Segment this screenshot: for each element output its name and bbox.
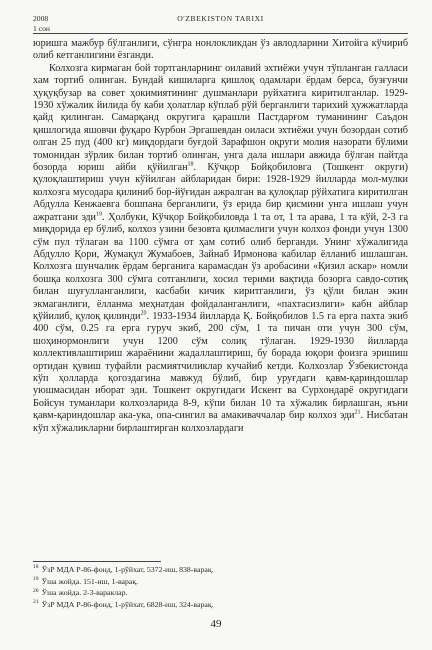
- footnote-number: 18: [33, 564, 39, 571]
- footnote-21: [33, 599, 408, 611]
- header-year: 2008: [33, 14, 49, 23]
- text-run: . 1933-1934 йилларда Қ. Бойқобилов 1.5 га ерга пахта экиб 400 сўм, 0.25 га ерга гуруч экиб, 200 сўм, 1 та пичан оти учун 300 сўм, шоҳинормонлиги учун 1200 сўм солиқ тўлаган. 1929-1930 йилларда коллективлаштириш жараёнини жадаллаштириш, бу борада юқори фоизга эришиш ортидан қувиш туфайли расмиятчиликлар кучайиб кетди. Колхозлар Ўзбекистонда кўп ҳолларда қогоздагина мавжуд бўлиб, бир уруғдаги қавм-қариндошлар уюшмасидан иборат эди. Тошкент округидаги Искент ва Сурхондарё округидаги Бойсун туманлари колхозларида 8-9, кўпи билан 10 та хўжалик бирлашган, яъни қавм-қариндошлар ака-ука, опа-сингил ва амакиваччалар бир колхоз эди: [33, 310, 408, 422]
- text-run: . Ҳолбуки, Кўчқор Бойқобиловда 1 та от, 1 та арава, 1 та кўй, 2-3 га миқдорида ер бўлиб, колхоз узини безовта қилмаслиги учун колхоз фонди учун 1300 сўм пул тўлаган ва 1100 сўмга от ҳам сотиб олиб берганди. Унинг хўжалигида Абдулло Қори, Жумақул Жумабоев, Зайнаб Ирмонова кабилар ёлланиб ишлашган. Колхозга шунчалик ёрдам берганига карамасдан ўз аробасини «Қизил аскар» номли бошқа колхозга 300 сўмга сотганлиги, хосил терими вақтида бозорга савдо-сотиқ билан шуғулланганлиги, касбаби кичик киритганлиги, ўз қўли билан экин экмаганлиги, ёлланма меҳнатдан фойдаланганлиги, «пахтасизлиги» кабн айблар қўйилиб, қулоқ қилинди: [33, 211, 409, 322]
- header-journal-title: O'ZBEKISTON TARIXI: [177, 14, 264, 23]
- footnote-ref-20[interactable]: 20: [140, 310, 147, 317]
- footnote-text: ЎзР МДА Р-86-фонд, 1-рўйхат, 5372-иш, 838-варақ.: [41, 565, 214, 574]
- page-number: 49: [210, 618, 222, 630]
- footnote-ref-21[interactable]: 21: [354, 409, 361, 416]
- text-run: Колхозга кирмаган бой тортганларнинг оилавий эхтиёжи учун тўпланган галласи хам тортиб олинган. Бундай кишиларга қишлоқ одамлари ёрдам берса, бузғунчи ҳуқуқбузар ва совет ҳокимиятининг душманлари руйхатига киритилганлар. 1929-1930 хўжалик йилида бу каби ҳолатлар кўплаб рўй берганлиги тарихий ҳужжатларда қайд қилинган. Самарқанд округига қарашли Пастдарғом туманининг Саъдон қишлогида яшовчи фуқаро Курбон Эргашевдан оиласи эхтиёжи учун бозордан сотиб олган 25 пуд (400 кг) миқдордаги буғдой Зарафшон оқруги молия назорати бўлими томонидан зўрлик билан тортиб олинган, унга дала ишлари авжида бўлган пайтда бозорда юриш айби қўйилган: [33, 62, 408, 174]
- footnote-text: ЎзР МДА Р-86-фонд, 1-рўйхат, 6828-иш, 324-варақ.: [41, 599, 214, 609]
- footnote-18: [33, 564, 408, 576]
- paragraph-continued: юришга мажбур бўлганлиги, сўнгра нонлокликдан ўз авлодларини Хитойга кўчириб олиб кетганлигини ёзганди.: [33, 38, 408, 62]
- header-issue: 1 сон: [33, 24, 50, 33]
- footnote-20: [33, 587, 408, 599]
- footnote-19: [33, 576, 408, 588]
- footnote-number: 20: [33, 587, 39, 594]
- footnote-ref-19[interactable]: 19: [96, 211, 102, 218]
- footnote-number: 19: [33, 576, 39, 582]
- paragraph-main: [33, 63, 408, 435]
- text-run: . Нисбатан кўп хўжаликларни бирлаштирган колхозлардаги: [33, 410, 408, 434]
- footnote-divider: [33, 561, 161, 562]
- footnotes: [33, 564, 408, 610]
- footnote-ref-18[interactable]: 18: [187, 161, 194, 168]
- footnote-number: 21: [33, 599, 39, 606]
- article-body: [33, 38, 408, 435]
- footnote-text: Ўша жойда. 151-иш, 1-варақ.: [41, 576, 139, 586]
- footnote-text: Ўша жойда. 2-3-вараклар.: [41, 588, 128, 598]
- text-run: . Кўчқор Бойқобиловга (Тошкент округи) қулоқлаштириш учун кўйилган айбларидан бири: 1928-1929 йилларда мол-мулки колхозга мусодара қилиниб бор-йўғидан ажралган ва қулоқлар рўйхатига киритилган Абдулла Кенжаевга бошпана берганлиги, ўз ерида бир қисмини унга ишлаш учун ажратгани эди: [33, 162, 408, 223]
- header-divider: [33, 33, 408, 34]
